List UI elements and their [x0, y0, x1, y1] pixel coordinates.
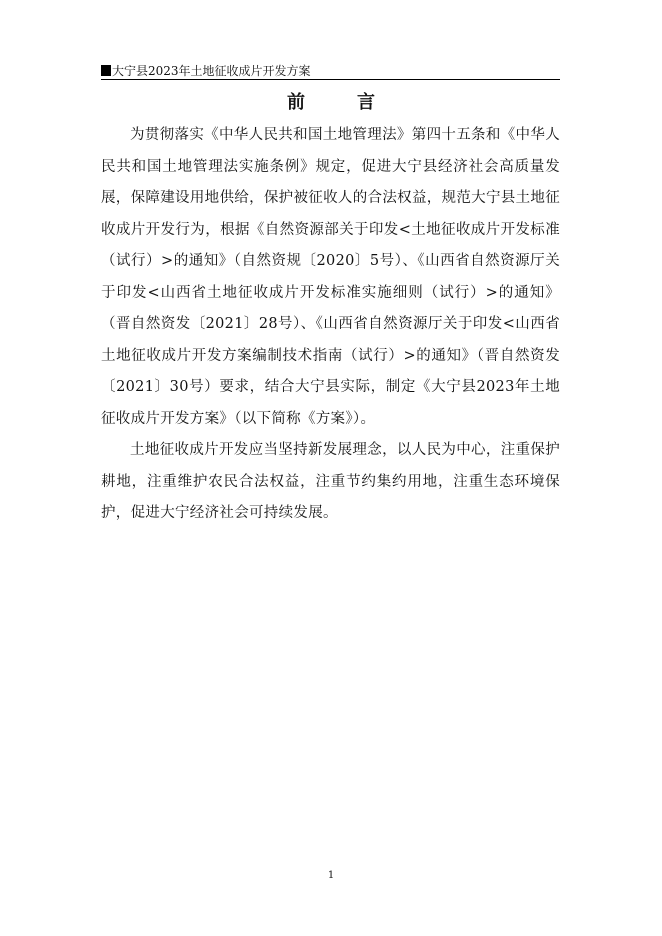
paragraph-2: 土地征收成片开发应当坚持新发展理念，以人民为中心，注重保护耕地，注重维护农民合法权益，注重节约集约用地，注重生态环境保护，促进大宁经济社会可持续发展。 — [101, 442, 560, 521]
header-block-mark — [101, 65, 111, 76]
running-header — [101, 63, 560, 80]
document-body — [101, 120, 560, 530]
page-number: 1 — [327, 870, 335, 881]
page-title: 前言 — [287, 92, 427, 113]
header-text: 大宁县2023年土地征收成片开发方案 — [112, 64, 311, 78]
paragraph-1: 为贯彻落实《中华人民共和国土地管理法》第四十五条和《中华人民共和国土地管理法实施条例》规定，促进大宁县经济社会高质量发展，保障建设用地供给，保护被征收人的合法权益，规范大宁县土地征收成片开发行为，根据《自然资源部关于印发<土地征收成片开发标准（试行）>的通知》（自然资规〔2020〕5号）、《山西省自然资源厅关于印发<山西省土地征收成片开发标准实施细则（试行）>的通知》（晋自然资发〔2021〕28号）、《山西省自然资源厅关于印发<山西省土地征收成片开发方案编制技术指南（试行）>的通知》（晋自然资发〔2021〕30号）要求，结合大宁县实际，制定《大宁县2023年土地征收成片开发方案》（以下简称《方案》）。 — [101, 127, 560, 427]
